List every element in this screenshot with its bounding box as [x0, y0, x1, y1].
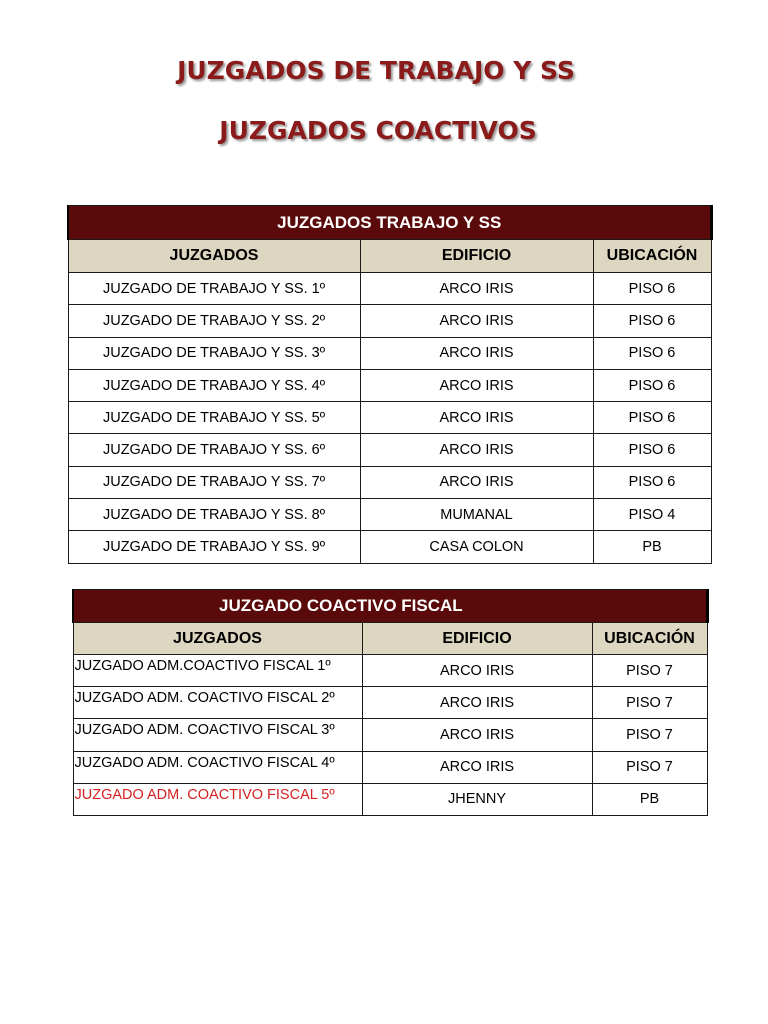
cell-ubicacion: PISO 6 [593, 273, 711, 305]
cell-edificio: ARCO IRIS [360, 434, 593, 466]
cell-juzgado: JUZGADO DE TRABAJO Y SS. 7º [68, 466, 360, 498]
cell-ubicacion: PISO 6 [593, 434, 711, 466]
cell-edificio: ARCO IRIS [362, 687, 592, 719]
column-header-ubicacion: UBICACIÓN [592, 623, 707, 655]
cell-edificio: ARCO IRIS [360, 369, 593, 401]
table-row [68, 466, 711, 498]
cell-edificio: ARCO IRIS [360, 466, 593, 498]
cell-ubicacion: PISO 6 [593, 337, 711, 369]
cell-ubicacion: PISO 6 [593, 466, 711, 498]
cell-ubicacion: PISO 7 [592, 719, 707, 751]
cell-juzgado: JUZGADO ADM.COACTIVO FISCAL 1º [73, 655, 362, 687]
table-header-row [73, 623, 707, 655]
table-row [73, 687, 707, 719]
cell-juzgado: JUZGADO ADM. COACTIVO FISCAL 4º [73, 751, 362, 783]
column-header-ubicacion: UBICACIÓN [593, 240, 711, 273]
table-row [68, 434, 711, 466]
cell-edificio: MUMANAL [360, 499, 593, 531]
table-row [73, 655, 707, 687]
page-title: JUZGADOS DE TRABAJO Y SS [177, 56, 575, 85]
cell-ubicacion: PISO 6 [593, 305, 711, 337]
cell-edificio: ARCO IRIS [360, 273, 593, 305]
table-row [68, 337, 711, 369]
page-subtitle: JUZGADOS COACTIVOS [219, 116, 537, 145]
column-header-edificio: EDIFICIO [362, 623, 592, 655]
cell-juzgado: JUZGADO DE TRABAJO Y SS. 2º [68, 305, 360, 337]
cell-edificio: ARCO IRIS [360, 402, 593, 434]
table-row [68, 273, 711, 305]
table-juzgados-trabajo [67, 205, 713, 564]
cell-edificio: ARCO IRIS [360, 337, 593, 369]
cell-edificio: ARCO IRIS [360, 305, 593, 337]
table-heading: JUZGADOS TRABAJO Y SS [68, 206, 711, 240]
cell-ubicacion: PISO 6 [593, 369, 711, 401]
cell-juzgado: JUZGADO ADM. COACTIVO FISCAL 2º [73, 687, 362, 719]
table-row [68, 305, 711, 337]
table-row [68, 369, 711, 401]
cell-juzgado: JUZGADO DE TRABAJO Y SS. 9º [68, 531, 360, 563]
cell-edificio: CASA COLON [360, 531, 593, 563]
table-row [73, 751, 707, 783]
cell-juzgado: JUZGADO DE TRABAJO Y SS. 1º [68, 273, 360, 305]
cell-edificio: ARCO IRIS [362, 719, 592, 751]
cell-juzgado: JUZGADO DE TRABAJO Y SS. 4º [68, 369, 360, 401]
cell-edificio: ARCO IRIS [362, 655, 592, 687]
cell-juzgado: JUZGADO DE TRABAJO Y SS. 5º [68, 402, 360, 434]
table-juzgado-coactivo-fiscal [72, 589, 709, 816]
column-header-juzgados: JUZGADOS [73, 623, 362, 655]
column-header-juzgados: JUZGADOS [68, 240, 360, 273]
cell-edificio: JHENNY [362, 783, 592, 815]
cell-edificio: ARCO IRIS [362, 751, 592, 783]
cell-ubicacion: PB [593, 531, 711, 563]
cell-juzgado: JUZGADO DE TRABAJO Y SS. 8º [68, 499, 360, 531]
cell-ubicacion: PISO 7 [592, 751, 707, 783]
cell-ubicacion: PISO 7 [592, 687, 707, 719]
table-row [68, 499, 711, 531]
table-heading [73, 590, 707, 623]
table-row [68, 531, 711, 563]
cell-juzgado: JUZGADO DE TRABAJO Y SS. 6º [68, 434, 360, 466]
column-header-edificio: EDIFICIO [360, 240, 593, 273]
cell-juzgado: JUZGADO ADM. COACTIVO FISCAL 3º [73, 719, 362, 751]
cell-ubicacion: PISO 6 [593, 402, 711, 434]
cell-ubicacion: PISO 7 [592, 655, 707, 687]
cell-juzgado: JUZGADO ADM. COACTIVO FISCAL 5º [73, 783, 362, 815]
table-row [68, 402, 711, 434]
table-row [73, 783, 707, 815]
cell-ubicacion: PB [592, 783, 707, 815]
table-heading-label: JUZGADO COACTIVO FISCAL [219, 596, 463, 615]
table-header-row [68, 240, 711, 273]
cell-juzgado: JUZGADO DE TRABAJO Y SS. 3º [68, 337, 360, 369]
cell-ubicacion: PISO 4 [593, 499, 711, 531]
table-row [73, 719, 707, 751]
